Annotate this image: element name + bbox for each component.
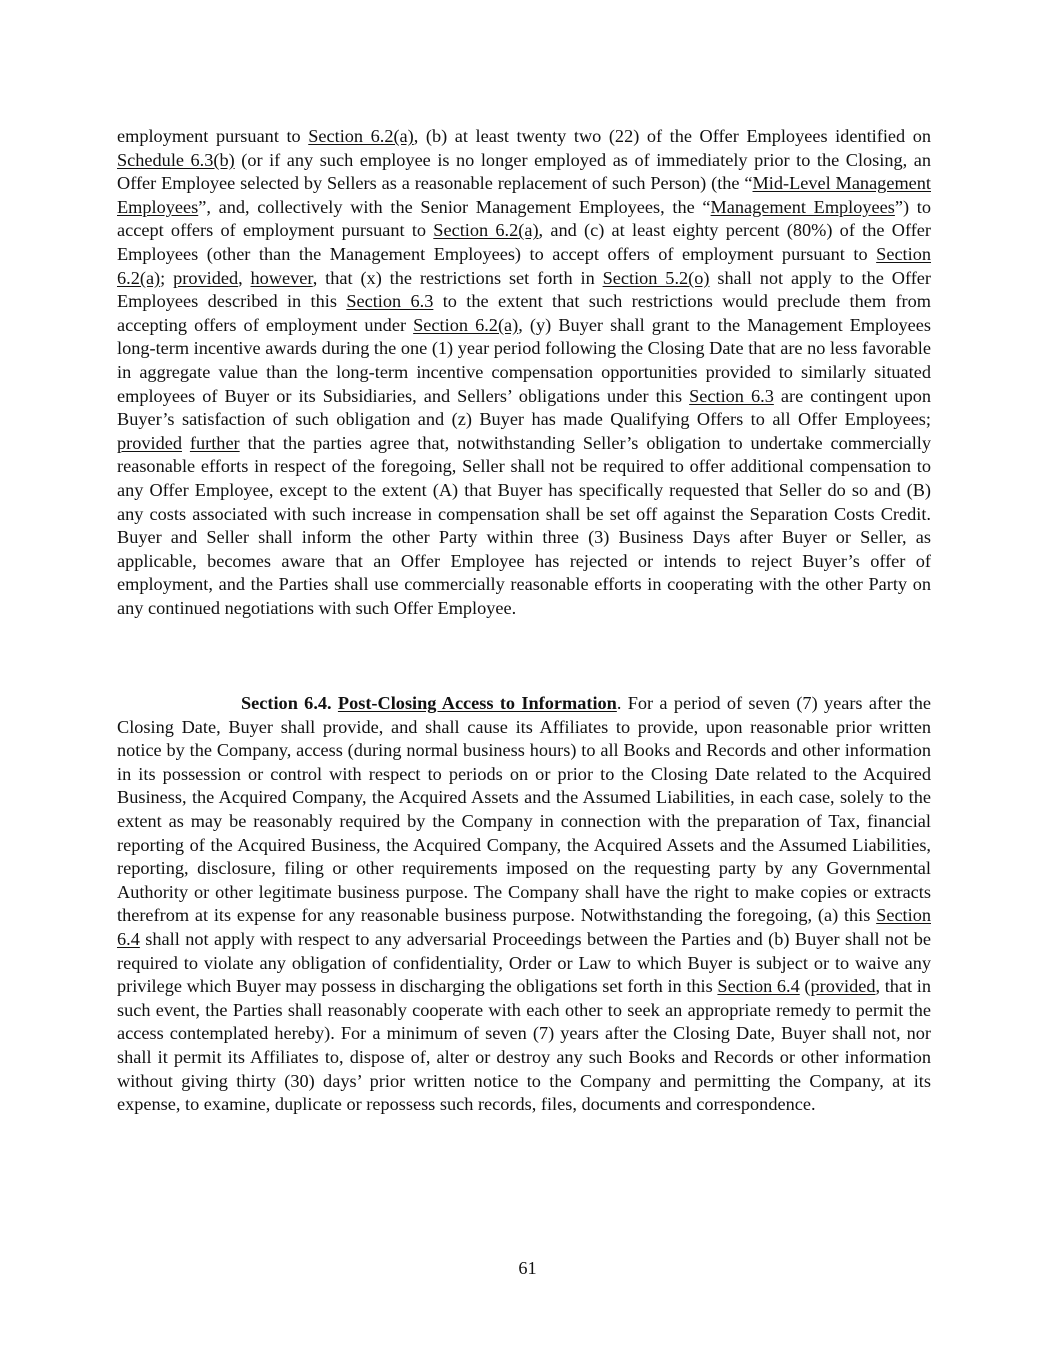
underlined-reference: provided (117, 432, 182, 453)
underlined-reference: further (189, 432, 240, 453)
text-run: shall not apply to the Offer Employees described in this (117, 267, 931, 312)
underlined-reference: Section 6.4 (117, 905, 931, 949)
text-run: . For a period of seven (7) years after the Closing Date, Buyer shall provide, and shall cause its Affiliates to provide, upon reasonable prior written notice by the Company, access (during normal business hours) to all Books and Records and other information in its possession or control with respect to periods on or prior to the Closing Date related to the Acquired Business, the Acquired Company, the Acquired Assets and the Assumed Liabilities, in each case, solely to the extent as may be reasonably required by the Company in connection with the preparation of Tax, financial reporting of the Acquired Business, the Acquired Company, the Acquired Assets and the Assumed Liabilities, reporting, disclosure, filing or other requirements imposed on the requesting party by any Governmental Authority or other legitimate business purpose. The Company shall have the right to make copies or extracts therefrom at its expense for any reasonable business purpose. Notwithstanding the foregoing, (a) this (117, 693, 931, 926)
text-run: are contingent upon Buyer’s satisfaction of such obligation and (z) Buyer has made Qualifying Offers to all Offer Employees; (117, 385, 932, 430)
text-run: , (238, 267, 251, 288)
text-run (182, 433, 190, 453)
underlined-reference: Section 6.2(a) (413, 314, 519, 335)
underlined-reference: Section 6.2(a) (308, 126, 414, 146)
underlined-reference: Section 5.2(o) (602, 267, 710, 288)
section-number: Section 6.4. (241, 693, 332, 713)
text-run: ( (799, 976, 811, 997)
text-run: , (y) Buyer shall grant to the Management Employees long-term incentive awards during the one (1) year period following the Closing Date that are no less favorable in aggregate value than the long-term incentive compensation opportunities provided to similarly situated employees of Buyer or its Subsidiaries, and Sellers’ obligations under this (117, 314, 931, 406)
text-run: to the extent that such restrictions would preclude them from accepting offers of employment under (117, 291, 931, 335)
text-run: , (b) at least twenty two (22) of the Offer Employees identified on (413, 126, 932, 146)
page-number: 61 (518, 1258, 537, 1278)
text-run: (or if any such employee is no longer employed as of immediately prior to the Closing, an Offer Employee selected by Sellers as a reasonable replacement of such Person) (the “ (117, 149, 932, 194)
underlined-reference: Section 6.2(a) (433, 220, 539, 241)
section-indent (117, 693, 241, 713)
text-run: shall not apply with respect to any adversarial Proceedings between the Parties and (b) Buyer shall not be required to violate any obligation of confidentiality, Order or Law to which Buyer is subject or to waive any privilege which Buyer may possess in discharging the obligations set forth in this (117, 928, 931, 997)
text-run: ”) to accept offers of employment pursuant to (117, 196, 931, 241)
underlined-reference: provided (810, 976, 876, 997)
text-run: , that in such event, the Parties shall reasonably cooperate with each other to seek an appropriate remedy to permit the access contemplated hereby). For a minimum of seven (7) years after the Closing Date, Buyer shall not, nor shall it permit its Affiliates to, dispose of, alter or destroy any such Books and Records or other information without giving thirty (30) days’ prior written notice to the Company and permitting the Company, at its expense, to examine, duplicate or repossess such records, files, documents and correspondence. (117, 976, 931, 1115)
section-heading-title: Post-Closing Access to Information (337, 693, 617, 713)
text-run: employment pursuant to (117, 126, 309, 146)
text-run: that the parties agree that, notwithstanding Seller’s obligation to undertake commercially reasonable efforts in respect of the foregoing, Seller shall not be required to offer additional compensation to any Offer Employee, except to the extent (A) that Buyer has specifically requested that Seller do so and (B) any costs associated with such increase in compensation shall be set off against the Separation Costs Credit. Buyer and Seller shall inform the other Party within three (3) Business Days after Buyer or Seller, as applicable, becomes aware that an Offer Employee has rejected or intends to reject Buyer’s offer of employment, and the Parties shall use commercially reasonable efforts in cooperating with the other Party on any continued negotiations with such Offer Employee. (117, 432, 931, 618)
underlined-reference: Schedule 6.3(b) (117, 149, 235, 170)
text-run: , that (x) the restrictions set forth in (312, 267, 603, 288)
underlined-reference: Section 6.3 (346, 291, 434, 312)
text-run: ; (160, 267, 174, 288)
underlined-reference: Section 6.4 (717, 976, 800, 997)
underlined-reference: Management Employees (710, 196, 895, 217)
text-run: ”, and, collectively with the Senior Management Employees, the “ (198, 196, 711, 217)
underlined-reference: however (250, 267, 313, 288)
underlined-reference: Section 6.3 (689, 385, 774, 406)
underlined-reference: Mid-Level Management Employees (117, 173, 931, 217)
paragraph-continuation (117, 125, 931, 620)
text-run: , and (c) at least eighty percent (80%) of the Offer Employees (other than the Management Employees) to accept offers of employment pursuant to (117, 220, 931, 264)
underlined-reference: provided (173, 267, 239, 288)
section-6-4-paragraph (117, 692, 931, 1117)
underlined-reference: Section 6.2(a) (117, 243, 931, 288)
